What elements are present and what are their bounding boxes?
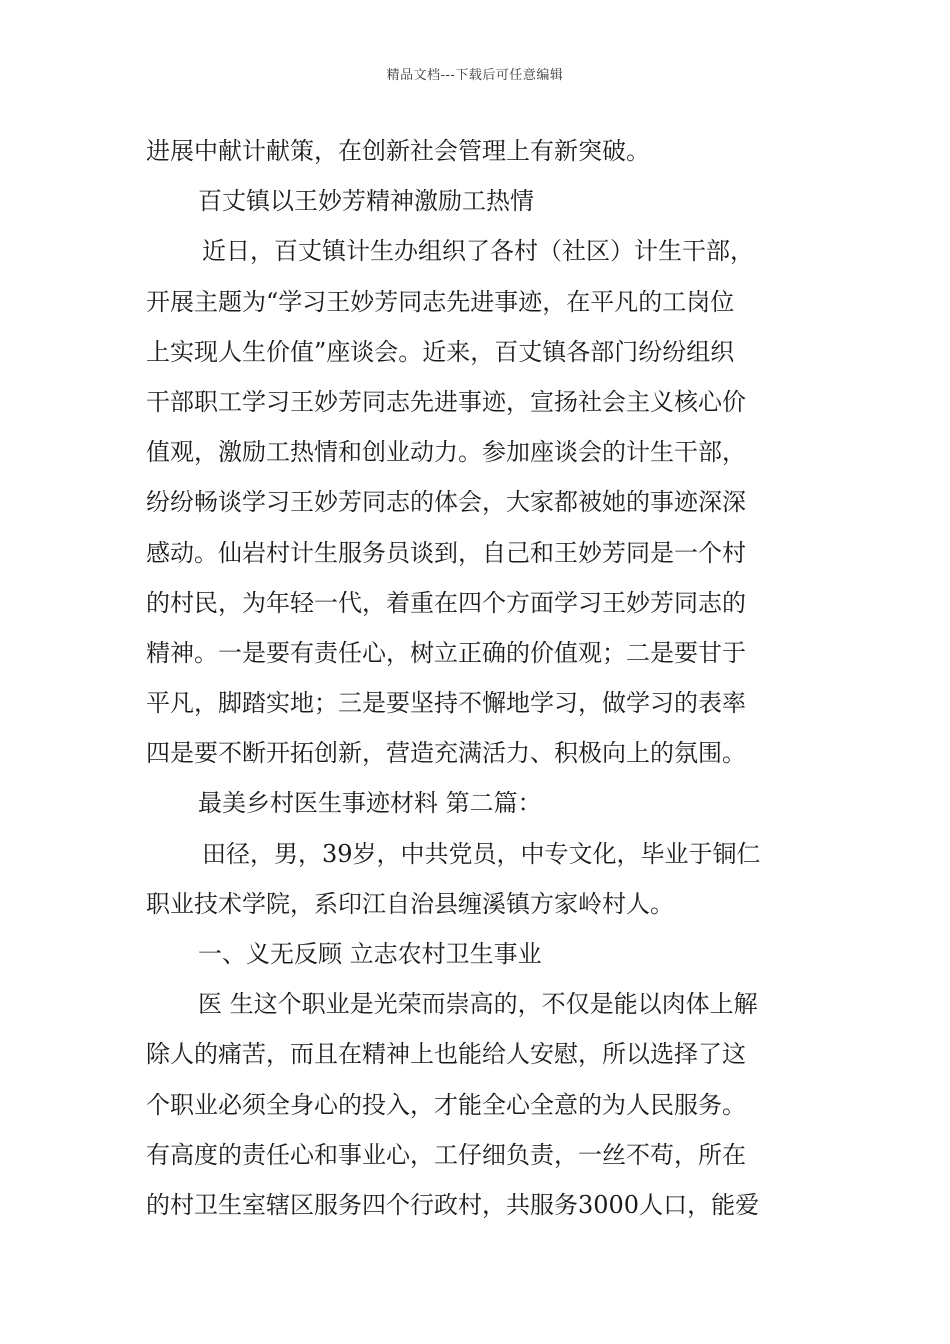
text-line: 的村卫生室辖区服务四个行政村，共服务3000人口，能爱	[146, 1190, 760, 1219]
text-line: 除人的痛苦，而且在精神上也能给人安慰，所以选择了这	[146, 1040, 746, 1069]
paragraph-start: 医 生这个职业是光荣而崇高的，不仅是能以肉体上解	[198, 990, 758, 1019]
section-heading: 最美乡村医生事迹材料 第二篇：	[198, 789, 542, 818]
text-line: 职业技术学院，系印江自治县缠溪镇方家岭村人。	[146, 889, 674, 918]
text-line: 纷纷畅谈学习王妙芳同志的体会，大家都被她的事迹深深	[146, 488, 746, 517]
text-line: 值观，激励工热情和创业动力。参加座谈会的计生干部，	[146, 438, 746, 467]
text-line: 四是要不断开拓创新，营造充满活力、积极向上的氛围。	[146, 739, 746, 768]
document-body	[146, 126, 810, 1230]
text-line: 上实现人生价值”座谈会。近来，百丈镇各部门纷纷组织	[146, 337, 735, 366]
text-line: 有高度的责任心和事业心，工仔细负责，一丝不苟，所在	[146, 1140, 746, 1169]
text-line: 的村民，为年轻一代，着重在四个方面学习王妙芳同志的	[146, 588, 746, 617]
text-line: 个职业必须全身心的投入，才能全心全意的为人民服务。	[146, 1090, 746, 1119]
paragraph-start: 近日，百丈镇计生办组织了各村（社区）计生干部，	[202, 237, 754, 266]
text-line: 干部职工学习王妙芳同志先进事迹，宣扬社会主义核心价	[146, 387, 746, 416]
text-line: 精神。一是要有责任心，树立正确的价值观；二是要甘于	[146, 638, 746, 667]
section-heading: 一、义无反顾 立志农村卫生事业	[198, 940, 542, 968]
page-header: 精品文档---下载后可任意编辑	[386, 68, 564, 83]
text-line: 平凡，脚踏实地；三是要坚持不懈地学习，做学习的表率	[146, 689, 746, 718]
text-line: 感动。仙岩村计生服务员谈到，自己和王妙芳同是一个村	[146, 538, 746, 567]
section-heading: 百丈镇以王妙芳精神激励工热情	[198, 187, 534, 216]
paragraph-start: 田径，男，39岁，中共党员，中专文化，毕业于铜仁	[202, 839, 761, 868]
text-line: 开展主题为“学习王妙芳同志先进事迹，在平凡的工岗位	[146, 287, 735, 316]
text-line: 进展中献计献策，在创新社会管理上有新突破。	[146, 137, 650, 165]
